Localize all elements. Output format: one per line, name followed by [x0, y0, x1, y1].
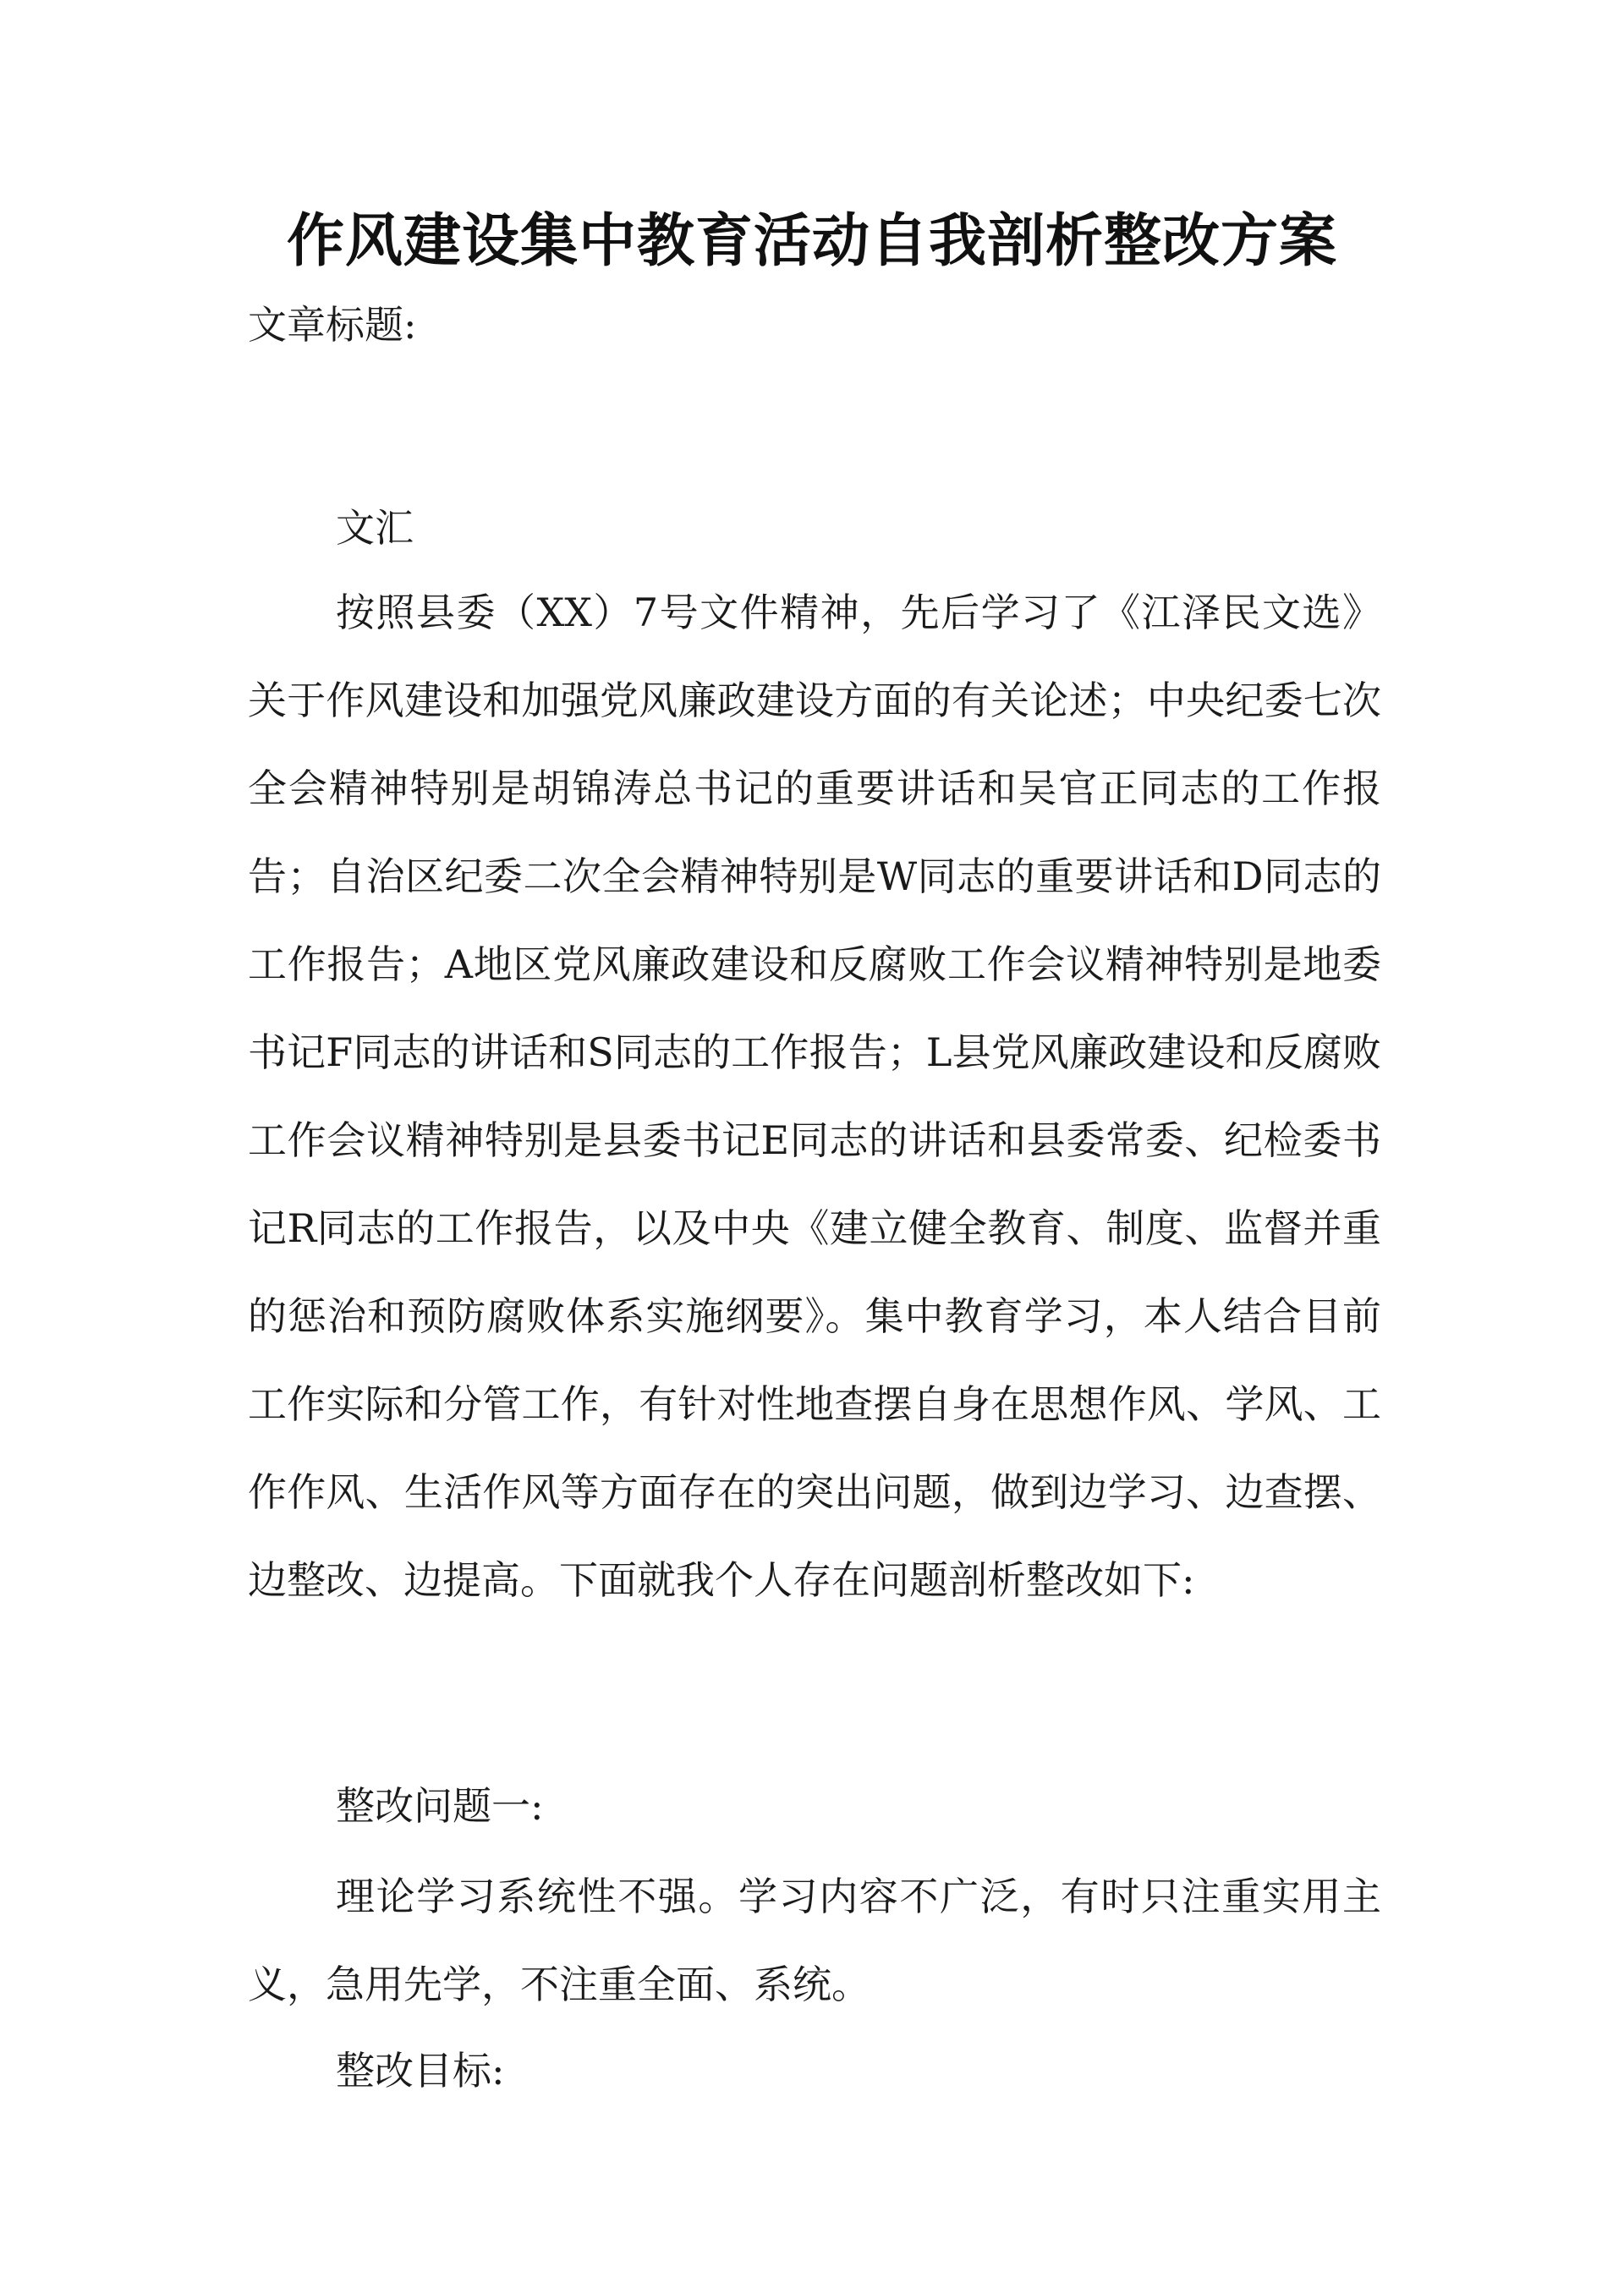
- intro-paragraph: 按照县委（XX）7号文件精神，先后学习了《江泽民文选》关于作风建设和加强党风廉政建设方面的有关论述；中央纪委七次全会精神特别是胡锦涛总书记的重要讲话和吴官正同志的工作报告；自治区纪委二次全会精神特别是W同志的重要讲话和D同志的工作报告；A地区党风廉政建设和反腐败工作会议精神特别是地委书记F同志的讲话和S同志的工作报告；L县党风廉政建设和反腐败工作会议精神特别是县委书记E同志的讲话和县委常委、纪检委书记R同志的工作报告，以及中央《建立健全教育、制度、监督并重的惩治和预防腐败体系实施纲要》。集中教育学习，本人结合目前工作实际和分管工作，有针对性地查摆自身在思想作风、学风、工作作风、生活作风等方面存在的突出问题，做到边学习、边查摆、边整改、边提高。下面就我个人存在问题剖析整改如下:: [248, 590, 1381, 1603]
- source-label: 文汇: [336, 505, 414, 551]
- issue-one-paragraph: 理论学习系统性不强。学习内容不广泛，有时只注重实用主义，急用先学，不注重全面、系统。: [248, 1874, 1381, 2007]
- document-title: 作风建设集中教育活动自我剖析整改方案: [286, 208, 1337, 275]
- issue-one-heading: 整改问题一:: [336, 1783, 544, 1829]
- article-title-label: 文章标题:: [248, 302, 417, 348]
- goal-heading: 整改目标:: [336, 2048, 505, 2094]
